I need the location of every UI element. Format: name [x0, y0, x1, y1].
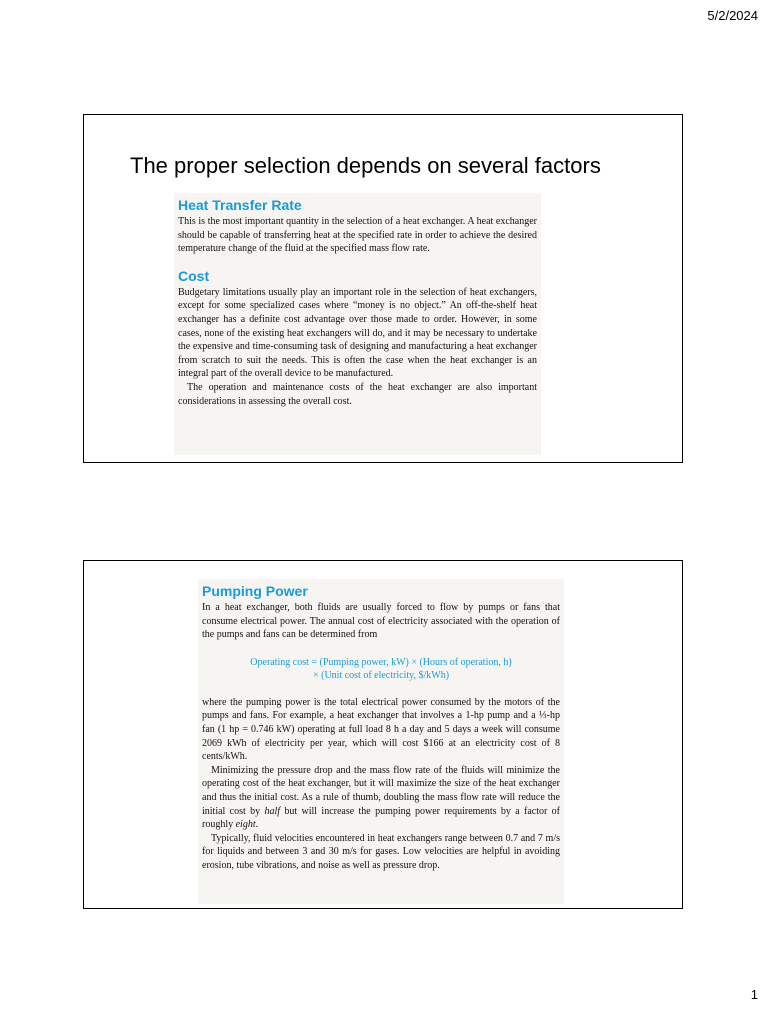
pumping-power-heading: Pumping Power [202, 583, 308, 599]
slide-2 [83, 560, 683, 909]
cost-paragraph-2: The operation and maintenance costs of the heat exchanger are also important considerations in assessing the overall cost. [178, 381, 537, 407]
heat-transfer-rate-heading: Heat Transfer Rate [178, 197, 302, 213]
slide-title: The proper selection depends on several factors [130, 153, 601, 178]
paragraph-2-part-c: . [255, 819, 259, 831]
emphasis-eight: eight [235, 819, 256, 831]
cost-paragraph-1: Budgetary limitations usually play an important role in the selection of heat exchangers, except for some specialized cases where “money is no object.” An off-the-shelf heat exchanger has a definite cost advantage over those made to order. However, in some cases, none of the existing heat exchangers will do, and it may be necessary to undertake the expensive and time-consuming task of designing and manufacturing a heat exchanger from scratch to suit the needs. This is often the case when the heat exchanger is an integral part of the overall device to be manufactured. [178, 286, 537, 380]
cost-heading: Cost [178, 267, 210, 284]
textbook-excerpt-1 [174, 193, 541, 455]
emphasis-half: half [264, 805, 281, 817]
pumping-power-intro: In a heat exchanger, both fluids are usually forced to flow by pumps or fans that consume electrical power. The annual cost of electricity associated with the operation of the pumps and fans can be determined from [202, 602, 560, 641]
page-number: 1 [750, 987, 758, 1002]
operating-cost-equation [202, 656, 560, 682]
print-date: 5/2/2024 [707, 8, 758, 23]
paragraph-2-part-b: but will increase the pumping power requirements by a factor of roughly [202, 805, 560, 831]
heat-transfer-rate-text: This is the most important quantity in the selection of a heat exchanger. A heat exchanger should be capable of transferring heat at the specified rate in order to achieve the desired temperature change of the fluid at the specified mass flow rate. [178, 216, 537, 255]
paragraph-2-part-a: Minimizing the pressure drop and the mass flow rate of the fluids will minimize the operating cost of the heat exchanger, but it will maximize the size of the heat exchanger and thus the initial cost. As a rule of thumb, doubling the mass flow rate will reduce the initial cost by [202, 764, 560, 817]
equation-line-2: × (Unit cost of electricity, $/kWh) [312, 669, 450, 681]
pumping-power-paragraph-1: where the pumping power is the total electrical power consumed by the motors of the pumps and fans. For example, a heat exchanger that involves a 1-hp pump and a ⅓-hp fan (1 hp = 0.746 kW) operating at full load 8 h a day and 5 days a week will consume 2069 kWh of electricity per year, which will cost $166 at an electricity cost of 8 cents/kWh. [202, 696, 560, 763]
slide-1 [83, 114, 683, 463]
pumping-power-paragraph-2 [202, 764, 560, 832]
equation-line-1: Operating cost = (Pumping power, kW) × (Hours of operation, h) [250, 656, 512, 668]
textbook-excerpt-2 [198, 579, 564, 904]
pumping-power-paragraph-3: Typically, fluid velocities encountered in heat exchangers range between 0.7 and 7 m/s for liquids and between 3 and 30 m/s for gases. Low velocities are helpful in avoiding erosion, tube vibrations, and noise as well as pressure drop. [202, 832, 560, 871]
